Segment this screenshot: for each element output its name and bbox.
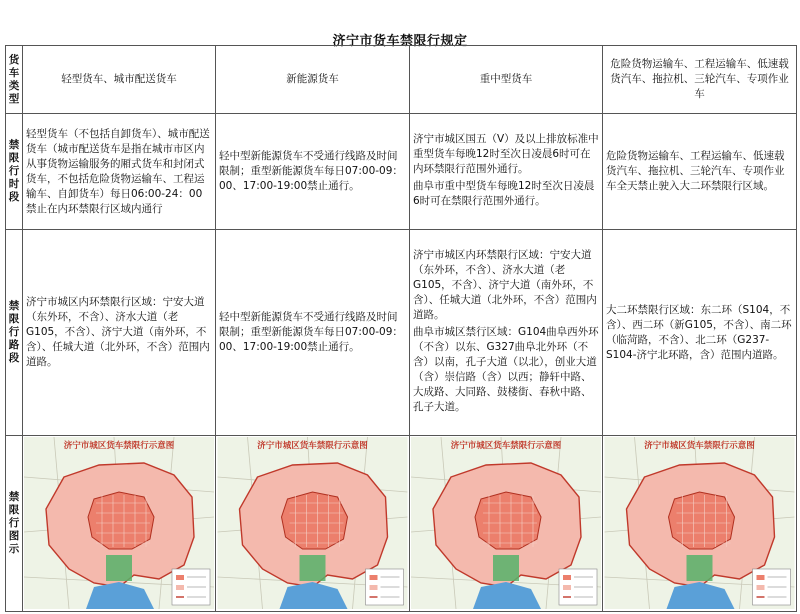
map-slot bbox=[24, 437, 214, 609]
restriction-map bbox=[604, 437, 795, 609]
header-hazardous-truck: 危险货物运输车、工程运输车、低速载货汽车、拖拉机、三轮汽车、专项作业车 bbox=[603, 46, 797, 114]
map-slot bbox=[411, 437, 601, 609]
map-row bbox=[6, 436, 797, 612]
time-light-truck: 轻型货车（不包括自卸货车）、城市配送货车（城市配送货车是指在城市市区内从事货物运输服务的厢式货车和封闭式货车，不包括危险货物运输车、工程运输车、自卸货车）每日06:00-24：00禁止在内环禁限行区域内通行 bbox=[23, 114, 216, 230]
route-light-truck: 济宁市城区内环禁限行区域：宁安大道（东外环，不含）、济水大道（老G105，不含）、济宁大道（南外环，不含）、任城大道（北外环，不含）范围内道路。 bbox=[23, 230, 216, 436]
header-row bbox=[6, 46, 797, 114]
restriction-map bbox=[217, 437, 408, 609]
route-heavy-truck bbox=[410, 230, 603, 436]
header-light-truck: 轻型货车、城市配送货车 bbox=[23, 46, 216, 114]
map-title: 济宁市城区货车禁限行示意图 bbox=[644, 441, 755, 451]
legend-swatch-outer bbox=[757, 585, 765, 590]
route-heavy-truck-jining: 济宁市城区内环禁限行区域：宁安大道（东外环，不含）、济水大道（老G105，不含）、济宁大道（南外环，不含）、任城大道（北外环，不含）范围内道路。 bbox=[413, 249, 597, 321]
map-title: 济宁市城区货车禁限行示意图 bbox=[257, 441, 368, 451]
header-new-energy-truck: 新能源货车 bbox=[216, 46, 410, 114]
green-area bbox=[106, 555, 132, 581]
time-row bbox=[6, 114, 797, 230]
row-label-route: 禁 限 行 路 段 bbox=[6, 230, 23, 436]
map-title: 济宁市城区货车禁限行示意图 bbox=[63, 441, 175, 451]
row-label-vehicle-type: 货 车 类 型 bbox=[6, 46, 23, 114]
legend-swatch-outer bbox=[176, 585, 184, 590]
map-cell-new-energy-truck bbox=[216, 436, 410, 612]
map-slot bbox=[604, 437, 795, 609]
map-slot bbox=[217, 437, 408, 609]
inner-ring-zone bbox=[475, 492, 541, 549]
map-cell-heavy-truck bbox=[410, 436, 603, 612]
green-area bbox=[687, 555, 713, 581]
restriction-map bbox=[24, 437, 214, 609]
legend-swatch-inner bbox=[370, 575, 378, 580]
green-area bbox=[300, 555, 326, 581]
restriction-map bbox=[411, 437, 601, 609]
route-heavy-truck-qufu: 曲阜市城区禁行区域：G104曲阜西外环（不含）以东、G327曲阜北外环（不含）以南，孔子大道（以北），创业大道（含）崇信路（含）以西；静轩中路、大成路、大同路、鼓楼街、春秋中路、孔子大道。 bbox=[413, 326, 599, 413]
legend-swatch-inner bbox=[757, 575, 765, 580]
time-heavy-truck bbox=[410, 114, 603, 230]
time-new-energy-truck: 轻中型新能源货车不受通行线路及时间限制；重型新能源货车每日07:00-09：00、17:00-19:00禁止通行。 bbox=[216, 114, 410, 230]
time-heavy-truck-jining: 济宁市城区国五（V）及以上排放标准中重型货车每晚12时至次日凌晨6时可在内环禁限行范围外通行。 bbox=[413, 133, 599, 175]
time-hazardous-truck: 危险货物运输车、工程运输车、低速载货汽车、拖拉机、三轮汽车、专项作业车全天禁止驶入大二环禁限行区域。 bbox=[603, 114, 797, 230]
map-cell-light-truck bbox=[23, 436, 216, 612]
header-heavy-truck: 重中型货车 bbox=[410, 46, 603, 114]
regulation-table bbox=[5, 45, 797, 612]
legend-swatch-outer bbox=[370, 585, 378, 590]
inner-ring-zone bbox=[88, 492, 154, 549]
legend-swatch-inner bbox=[176, 575, 184, 580]
row-label-map: 禁 限 行 图 示 bbox=[6, 436, 23, 612]
legend-swatch-inner bbox=[563, 575, 571, 580]
time-heavy-truck-qufu: 曲阜市重中型货车每晚12时至次日凌晨6时可在禁限行范围外通行。 bbox=[413, 180, 595, 207]
legend-swatch-outer bbox=[563, 585, 571, 590]
route-hazardous-truck: 大二环禁限行区域：东二环（S104，不含）、西二环（新G105，不含）、南二环（临菏路，不含）、北二环（G237-S104-济宁北环路，含）范围内道路。 bbox=[603, 230, 797, 436]
map-title: 济宁市城区货车禁限行示意图 bbox=[450, 441, 562, 451]
inner-ring-zone bbox=[282, 492, 348, 549]
map-cell-hazardous-truck bbox=[603, 436, 797, 612]
inner-ring-zone bbox=[669, 492, 735, 549]
page-title: 济宁市货车禁限行规定 bbox=[332, 34, 468, 49]
route-new-energy-truck: 轻中型新能源货车不受通行线路及时间限制；重型新能源货车每日07:00-09：00、17:00-19:00禁止通行。 bbox=[216, 230, 410, 436]
green-area bbox=[493, 555, 519, 581]
route-row bbox=[6, 230, 797, 436]
row-label-time: 禁 限 行 时 段 bbox=[6, 114, 23, 230]
